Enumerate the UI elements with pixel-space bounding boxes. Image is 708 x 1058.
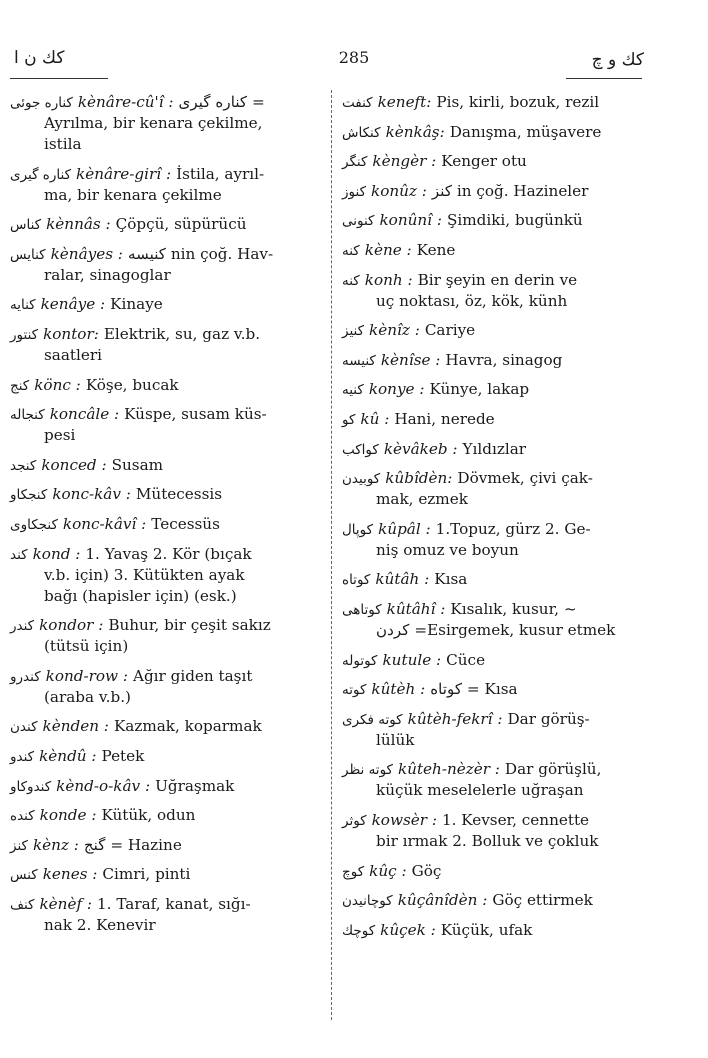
entry-first-line bbox=[10, 776, 322, 797]
arabic-headword: كنيه bbox=[342, 382, 364, 399]
dictionary-entry bbox=[342, 709, 642, 751]
dictionary-entry bbox=[10, 716, 322, 737]
dictionary-entry bbox=[10, 894, 322, 936]
transliteration: kûçânîdèn : bbox=[397, 891, 488, 910]
definition: Dar görüşlü, bbox=[504, 760, 602, 779]
dictionary-entry bbox=[342, 350, 642, 371]
arabic-headword: كنكاش bbox=[342, 124, 381, 141]
entry-first-line bbox=[10, 484, 322, 505]
entry-first-line bbox=[10, 514, 322, 535]
definition-continuation: ralar, sinagoglar bbox=[44, 265, 171, 284]
dictionary-entry bbox=[10, 455, 322, 476]
dictionary-entry bbox=[10, 544, 322, 607]
arabic-headword: كناس bbox=[10, 217, 42, 234]
dictionary-entry bbox=[10, 615, 322, 657]
dictionary-entry bbox=[10, 375, 322, 396]
entry-first-line bbox=[10, 404, 322, 425]
definition-continuation: bir ırmak 2. Bolluk ve çokluk bbox=[376, 832, 599, 850]
arabic-headword: كوچ bbox=[342, 863, 365, 880]
definition: Künye, lakap bbox=[429, 380, 530, 399]
dictionary-entry bbox=[10, 666, 322, 708]
definition: Susam bbox=[111, 455, 164, 474]
arabic-headword: كوتاهى bbox=[342, 602, 382, 618]
entry-first-line bbox=[10, 244, 322, 265]
column-divider bbox=[331, 90, 333, 1020]
header-rule-right bbox=[566, 78, 642, 79]
entry-first-line bbox=[342, 210, 642, 231]
definition: Kısalık, kusur, ~ bbox=[450, 600, 577, 618]
arabic-headword: كندو bbox=[10, 749, 35, 765]
transliteration: konûnî : bbox=[379, 211, 442, 230]
entry-first-line bbox=[342, 679, 642, 700]
dictionary-entry bbox=[10, 484, 322, 505]
arabic-headword: كواكب bbox=[342, 441, 379, 458]
header-left-guide-letters: كك ن ا bbox=[14, 48, 65, 68]
transliteration: kowsèr : bbox=[371, 811, 437, 829]
entry-first-line bbox=[10, 864, 322, 885]
definition: Kinaye bbox=[110, 295, 163, 314]
arabic-headword: كنجاله bbox=[10, 407, 45, 424]
arabic-headword: كنس bbox=[10, 867, 38, 884]
entry-first-line bbox=[342, 240, 642, 261]
entry-first-line bbox=[342, 409, 642, 430]
transliteration: kontor: bbox=[43, 325, 99, 343]
transliteration: kènâre-cû'î : bbox=[77, 93, 174, 111]
dictionary-entry bbox=[342, 810, 642, 852]
transliteration: konc-kâv : bbox=[52, 485, 131, 504]
definition: Hani, nerede bbox=[394, 410, 495, 428]
definition: Dar görüş- bbox=[507, 709, 590, 728]
dictionary-entry bbox=[10, 746, 322, 767]
definition-continuation: (tütsü için) bbox=[44, 637, 129, 656]
definition: 1. Taraf, kanat, sığı- bbox=[97, 895, 251, 913]
transliteration: könc : bbox=[34, 375, 81, 394]
definition: Elektrik, su, gaz v.b. bbox=[103, 325, 261, 343]
transliteration: kûtâhî : bbox=[386, 600, 446, 618]
entry-first-line bbox=[342, 810, 642, 831]
definition: Göç bbox=[411, 861, 442, 880]
dictionary-entry bbox=[342, 679, 642, 700]
entry-first-line bbox=[342, 181, 642, 202]
dictionary-entry bbox=[10, 244, 322, 286]
transliteration: kènkâş: bbox=[385, 122, 445, 141]
definition: Göç ettirmek bbox=[492, 891, 593, 910]
arabic-headword: كوچانيدن bbox=[342, 893, 393, 910]
transliteration: kû : bbox=[360, 410, 390, 428]
dictionary-entry bbox=[342, 151, 642, 172]
dictionary-entry bbox=[10, 776, 322, 797]
definition: Kazmak, koparmak bbox=[113, 717, 262, 736]
transliteration: kûpâl : bbox=[378, 519, 431, 538]
definition: Tecessüs bbox=[151, 515, 220, 533]
entry-first-line bbox=[342, 320, 642, 341]
definition: Buhur, bir çeşit sakız bbox=[108, 616, 271, 635]
definition: İstila, ayrıl- bbox=[176, 164, 265, 183]
definition: Cüce bbox=[446, 650, 486, 669]
dictionary-entry bbox=[342, 468, 642, 510]
definition: Kütük, odun bbox=[101, 806, 196, 825]
arabic-headword: كوپال bbox=[342, 521, 374, 538]
entry-first-line bbox=[10, 894, 322, 915]
definition: 1.Topuz, gürz 2. Ge- bbox=[435, 519, 591, 538]
definition: Pis, kirli, bozuk, rezil bbox=[436, 93, 600, 111]
entry-first-line bbox=[10, 455, 322, 476]
entry-first-line bbox=[10, 92, 322, 113]
arabic-headword: كندرو bbox=[10, 668, 41, 685]
entry-first-line bbox=[10, 805, 322, 826]
entry-first-line bbox=[10, 375, 322, 396]
transliteration: konde : bbox=[39, 806, 97, 825]
transliteration: kènden : bbox=[42, 717, 109, 736]
definition: Petek bbox=[101, 747, 145, 765]
entry-first-line bbox=[342, 468, 642, 489]
definition: Cimri, pinti bbox=[102, 865, 191, 884]
dictionary-entry bbox=[10, 404, 322, 446]
definition-continuation: lülük bbox=[376, 730, 415, 749]
definition: Kısa bbox=[434, 570, 468, 589]
definition: Küçük, ufak bbox=[440, 920, 533, 939]
entry-first-line bbox=[342, 122, 642, 143]
dictionary-entry bbox=[10, 864, 322, 885]
dictionary-entry bbox=[342, 439, 642, 460]
arabic-headword: كندن bbox=[10, 719, 38, 736]
dictionary-entry bbox=[342, 240, 642, 261]
dictionary-entry bbox=[342, 210, 642, 231]
definition: 1. Kevser, cennette bbox=[441, 811, 590, 829]
arabic-headword: كنگر bbox=[342, 154, 368, 171]
arabic-headword: كنجكاو bbox=[10, 487, 48, 504]
definition-continuation: saatleri bbox=[44, 346, 102, 364]
definition: كنيسه nin çoğ. Hav- bbox=[127, 244, 274, 263]
dictionary-entry bbox=[342, 379, 642, 400]
transliteration: konc-kâvî : bbox=[62, 515, 147, 533]
arabic-headword: كنايه bbox=[10, 297, 36, 314]
dictionary-entry bbox=[342, 409, 642, 430]
definition: 1. Yavaş 2. Kör (bıçak bbox=[85, 544, 252, 563]
definition-continuation: küçük meselelerle uğraşan bbox=[376, 781, 584, 800]
entry-first-line bbox=[342, 569, 642, 590]
transliteration: kûtèh-fekrî : bbox=[407, 709, 503, 728]
transliteration: kûç : bbox=[369, 861, 407, 880]
dictionary-entry bbox=[10, 514, 322, 535]
arabic-headword: كوتاه bbox=[342, 572, 371, 589]
entry-first-line bbox=[342, 379, 642, 400]
transliteration: kèndû : bbox=[39, 747, 97, 765]
arabic-headword: كندوكاو bbox=[10, 778, 52, 795]
definition: Kenger otu bbox=[441, 152, 527, 171]
transliteration: kènâyes : bbox=[50, 244, 123, 263]
dictionary-entry bbox=[342, 92, 642, 113]
definition-continuation: كردن =Esirgemek, kusur etmek bbox=[376, 621, 616, 639]
transliteration: kûtèh : bbox=[371, 680, 426, 699]
entry-first-line bbox=[10, 294, 322, 315]
entry-first-line bbox=[10, 615, 322, 636]
definition-continuation: v.b. için) 3. Kütükten ayak bbox=[44, 565, 245, 584]
entry-first-line bbox=[10, 666, 322, 687]
arabic-headword: كنونى bbox=[342, 213, 375, 230]
dictionary-entry bbox=[10, 214, 322, 235]
definition-continuation: uç noktası, öz, kök, künh bbox=[376, 291, 568, 310]
arabic-headword: كنف bbox=[10, 897, 35, 913]
transliteration: kènîse : bbox=[380, 350, 441, 369]
entry-first-line bbox=[10, 746, 322, 767]
entry-first-line bbox=[10, 164, 322, 185]
definition: Kene bbox=[416, 241, 456, 259]
transliteration: kènâre-girî : bbox=[76, 164, 172, 183]
arabic-headword: كوته نظر bbox=[342, 762, 393, 779]
transliteration: kène : bbox=[364, 241, 412, 259]
transliteration: konye : bbox=[368, 380, 425, 399]
transliteration: kenâye : bbox=[40, 295, 106, 314]
dictionary-entry bbox=[10, 835, 322, 856]
entry-first-line bbox=[10, 214, 322, 235]
transliteration: kûçek : bbox=[380, 920, 436, 939]
header-rule-left bbox=[10, 78, 108, 79]
entry-first-line bbox=[342, 599, 642, 620]
header-right-guide-letters: كك و چ bbox=[591, 50, 644, 70]
page-header bbox=[0, 44, 708, 74]
transliteration: kûtâh : bbox=[375, 570, 430, 589]
dictionary-entry bbox=[10, 324, 322, 366]
dictionary-entry bbox=[342, 569, 642, 590]
arabic-headword: كنه bbox=[342, 243, 360, 259]
definition: Çöpçü, süpürücü bbox=[115, 215, 247, 234]
definition-continuation: ma, bir kenara çekilme bbox=[44, 185, 222, 204]
transliteration: konûz : bbox=[371, 181, 427, 200]
entry-first-line bbox=[342, 920, 642, 941]
arabic-headword: كوته bbox=[342, 682, 367, 699]
entry-first-line bbox=[342, 92, 642, 113]
entry-first-line bbox=[342, 861, 642, 882]
transliteration: kènèf : bbox=[39, 895, 93, 913]
entry-first-line bbox=[342, 270, 642, 291]
definition: Küspe, susam küs- bbox=[124, 405, 267, 424]
transliteration: kond-row : bbox=[45, 666, 128, 685]
entry-first-line bbox=[10, 716, 322, 737]
transliteration: kenes : bbox=[42, 865, 98, 884]
dictionary-entry bbox=[342, 599, 642, 641]
entry-first-line bbox=[342, 890, 642, 911]
definition: Yıldızlar bbox=[462, 439, 527, 458]
arabic-headword: كندر bbox=[10, 618, 35, 635]
definition-continuation: mak, ezmek bbox=[376, 490, 468, 509]
dictionary-entry bbox=[10, 92, 322, 155]
transliteration: kûbîdèn: bbox=[385, 469, 453, 488]
definition: Cariye bbox=[424, 321, 476, 340]
dictionary-entry bbox=[342, 759, 642, 801]
dictionary-entry bbox=[342, 181, 642, 202]
definition-continuation: istila bbox=[44, 135, 82, 153]
dictionary-entry bbox=[342, 920, 642, 941]
arabic-headword: كنده bbox=[10, 808, 35, 825]
definition: Dövmek, çivi çak- bbox=[457, 469, 593, 488]
entry-first-line bbox=[10, 835, 322, 856]
arabic-headword: كنوز bbox=[342, 183, 366, 200]
entry-first-line bbox=[342, 151, 642, 172]
arabic-headword: كنايس bbox=[10, 246, 46, 263]
arabic-headword: كوتوله bbox=[342, 652, 378, 669]
arabic-headword: كنج bbox=[10, 377, 30, 394]
definition-continuation: bağı (hapisler için) (esk.) bbox=[44, 586, 237, 605]
transliteration: kènîz : bbox=[369, 321, 420, 340]
definition: Mütecessis bbox=[135, 485, 223, 504]
entry-first-line bbox=[342, 709, 642, 730]
arabic-headword: كنيز bbox=[342, 323, 365, 340]
entry-first-line bbox=[342, 759, 642, 780]
entry-first-line bbox=[342, 519, 642, 540]
definition: Uğraşmak bbox=[155, 776, 235, 795]
definition: كنز in çoğ. Hazineler bbox=[431, 181, 589, 200]
definition-continuation: Ayrılma, bir kenara çekilme, bbox=[44, 114, 263, 132]
definition: Bir şeyin en derin ve bbox=[417, 270, 578, 289]
arabic-headword: كناره گيرى bbox=[10, 166, 72, 183]
transliteration: koncâle : bbox=[49, 405, 120, 424]
transliteration: keneft: bbox=[377, 93, 432, 111]
entry-first-line bbox=[342, 650, 642, 671]
arabic-headword: كنيسه bbox=[342, 352, 376, 369]
transliteration: kèvâkeb : bbox=[383, 439, 458, 458]
transliteration: kènnâs : bbox=[46, 215, 111, 234]
definition: كناره گيرى = bbox=[178, 93, 265, 111]
definition: Ağır giden taşıt bbox=[132, 666, 253, 685]
transliteration: kènz : bbox=[32, 835, 79, 854]
transliteration: kènd-o-kâv : bbox=[56, 776, 151, 795]
dictionary-entry bbox=[342, 270, 642, 312]
transliteration: kutule : bbox=[382, 650, 442, 669]
definition-continuation: nak 2. Kenevir bbox=[44, 916, 156, 934]
arabic-headword: كنفت bbox=[342, 95, 373, 111]
arabic-headword: كوچك bbox=[342, 922, 376, 939]
dictionary-entry bbox=[342, 320, 642, 341]
definition-continuation: niş omuz ve boyun bbox=[376, 540, 519, 559]
page-number: 285 bbox=[338, 48, 370, 67]
entry-first-line bbox=[10, 324, 322, 345]
transliteration: kûteh-nèzèr : bbox=[397, 760, 500, 779]
transliteration: konh : bbox=[364, 270, 413, 289]
arabic-headword: كنه bbox=[342, 272, 360, 289]
entry-first-line bbox=[10, 544, 322, 565]
transliteration: konced : bbox=[41, 455, 107, 474]
definition: Havra, sinagog bbox=[445, 350, 563, 369]
dictionary-entry bbox=[342, 122, 642, 143]
definition: Danışma, müşavere bbox=[449, 122, 602, 141]
dictionary-entry bbox=[10, 805, 322, 826]
arabic-headword: كوثر bbox=[342, 813, 367, 829]
arabic-headword: كناره جوئى bbox=[10, 95, 73, 111]
arabic-headword: كنجكاوى bbox=[10, 517, 58, 533]
definition-continuation: (araba v.b.) bbox=[44, 687, 131, 706]
definition: كوتاه = Kısa bbox=[430, 680, 518, 699]
arabic-headword: كنجد bbox=[10, 457, 37, 474]
transliteration: kèngèr : bbox=[372, 152, 437, 171]
dictionary-entry bbox=[342, 650, 642, 671]
arabic-headword: كو bbox=[342, 412, 356, 428]
dictionary-entry bbox=[342, 519, 642, 561]
arabic-headword: كنز bbox=[10, 837, 28, 854]
arabic-headword: كنتور bbox=[10, 327, 39, 343]
dictionary-entry bbox=[342, 861, 642, 882]
entry-first-line bbox=[342, 350, 642, 371]
arabic-headword: كند bbox=[10, 546, 28, 563]
arabic-headword: كوبيدن bbox=[342, 471, 381, 488]
definition: Köşe, bucak bbox=[85, 375, 179, 394]
definition: Şimdiki, bugünkü bbox=[446, 211, 583, 230]
transliteration: kond : bbox=[32, 544, 81, 563]
arabic-headword: كوته فكرى bbox=[342, 711, 403, 728]
entry-first-line bbox=[342, 439, 642, 460]
transliteration: kondor : bbox=[39, 616, 104, 635]
definition-continuation: pesi bbox=[44, 426, 76, 445]
dictionary-entry bbox=[342, 890, 642, 911]
dictionary-entry bbox=[10, 164, 322, 206]
dictionary-entry bbox=[10, 294, 322, 315]
definition: گنج = Hazine bbox=[83, 835, 182, 854]
